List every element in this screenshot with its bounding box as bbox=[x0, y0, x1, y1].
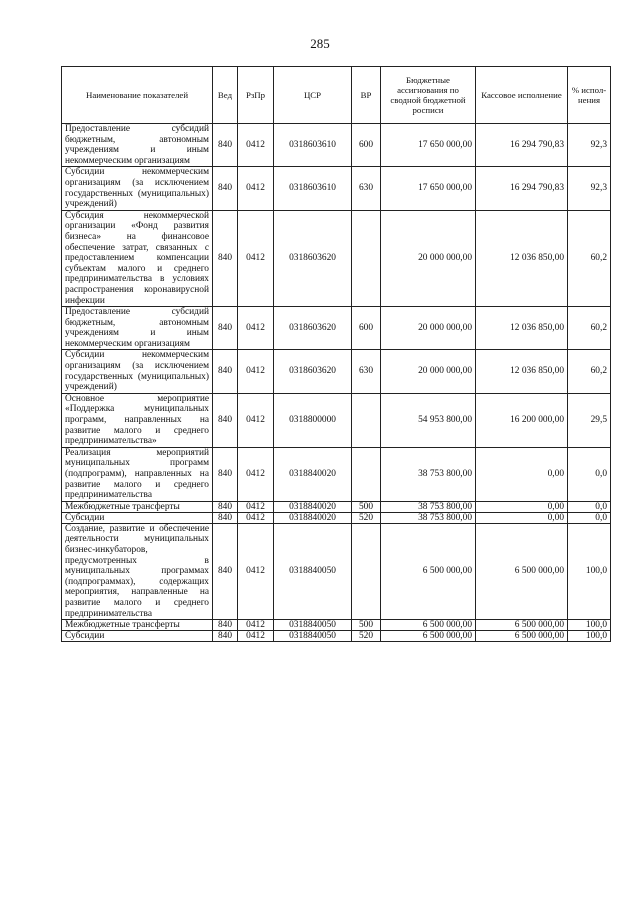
row-name: Субсидии bbox=[62, 631, 213, 642]
row-vr bbox=[352, 393, 381, 447]
row-rzpr: 0412 bbox=[238, 512, 274, 523]
row-cash: 0,00 bbox=[476, 447, 568, 501]
row-cash: 6 500 000,00 bbox=[476, 631, 568, 642]
header-budget: Бюджетные ассигнования по сводной бюджетной росписи bbox=[381, 67, 476, 124]
row-pct: 60,2 bbox=[568, 210, 611, 306]
row-vr: 520 bbox=[352, 631, 381, 642]
table-row bbox=[62, 631, 611, 642]
row-csr: 0318603620 bbox=[274, 350, 352, 393]
row-budget: 17 650 000,00 bbox=[381, 167, 476, 210]
row-rzpr: 0412 bbox=[238, 523, 274, 619]
row-cash: 6 500 000,00 bbox=[476, 620, 568, 631]
row-csr: 0318840020 bbox=[274, 501, 352, 512]
row-budget: 20 000 000,00 bbox=[381, 210, 476, 306]
row-cash: 16 294 790,83 bbox=[476, 124, 568, 167]
row-cash: 6 500 000,00 bbox=[476, 523, 568, 619]
row-pct: 0,0 bbox=[568, 447, 611, 501]
header-csr: ЦСР bbox=[274, 67, 352, 124]
row-cash: 12 036 850,00 bbox=[476, 307, 568, 350]
row-budget: 6 500 000,00 bbox=[381, 620, 476, 631]
row-rzpr: 0412 bbox=[238, 620, 274, 631]
row-rzpr: 0412 bbox=[238, 167, 274, 210]
table-header-row bbox=[62, 67, 611, 124]
page-number: 285 bbox=[310, 36, 330, 51]
row-ved: 840 bbox=[213, 447, 238, 501]
row-pct: 100,0 bbox=[568, 631, 611, 642]
row-budget: 38 753 800,00 bbox=[381, 501, 476, 512]
budget-execution-table bbox=[61, 66, 611, 642]
row-ved: 840 bbox=[213, 631, 238, 642]
row-vr: 500 bbox=[352, 620, 381, 631]
header-cash: Кассовое исполнение bbox=[476, 67, 568, 124]
row-vr bbox=[352, 523, 381, 619]
header-rzpr: РзПр bbox=[238, 67, 274, 124]
row-name: Межбюджетные трансферты bbox=[62, 620, 213, 631]
row-name: Предоставление субсидий бюджетным, автономным учреждениям и иным некоммерческим организациям bbox=[62, 307, 213, 350]
row-budget: 20 000 000,00 bbox=[381, 307, 476, 350]
row-vr: 600 bbox=[352, 124, 381, 167]
header-ved: Вед bbox=[213, 67, 238, 124]
row-csr: 0318840020 bbox=[274, 447, 352, 501]
row-csr: 0318840020 bbox=[274, 512, 352, 523]
table-row bbox=[62, 523, 611, 619]
row-pct: 29,5 bbox=[568, 393, 611, 447]
row-name: Основное мероприятие «Поддержка муниципальных программ, направленных на развитие малого и среднего предпринимательства» bbox=[62, 393, 213, 447]
row-vr bbox=[352, 447, 381, 501]
row-pct: 92,3 bbox=[568, 167, 611, 210]
row-ved: 840 bbox=[213, 501, 238, 512]
row-vr bbox=[352, 210, 381, 306]
table-row bbox=[62, 124, 611, 167]
row-budget: 6 500 000,00 bbox=[381, 631, 476, 642]
row-pct: 100,0 bbox=[568, 620, 611, 631]
row-cash: 16 294 790,83 bbox=[476, 167, 568, 210]
row-name: Межбюджетные трансферты bbox=[62, 501, 213, 512]
row-csr: 0318840050 bbox=[274, 620, 352, 631]
row-csr: 0318840050 bbox=[274, 631, 352, 642]
row-csr: 0318603610 bbox=[274, 124, 352, 167]
row-budget: 20 000 000,00 bbox=[381, 350, 476, 393]
row-budget: 17 650 000,00 bbox=[381, 124, 476, 167]
row-rzpr: 0412 bbox=[238, 124, 274, 167]
row-rzpr: 0412 bbox=[238, 447, 274, 501]
row-name: Субсидии некоммерческим организациям (за исключением государственных (муниципальных) учреждений) bbox=[62, 350, 213, 393]
row-cash: 12 036 850,00 bbox=[476, 350, 568, 393]
row-pct: 60,2 bbox=[568, 307, 611, 350]
table-row bbox=[62, 447, 611, 501]
row-name: Создание, развитие и обеспечение деятельности муниципальных бизнес-инкубаторов, предусмотренных в муниципальных программах (подпрограммах), содержащих мероприятия, направленные на развитие малого и среднего предпринимательства bbox=[62, 523, 213, 619]
row-rzpr: 0412 bbox=[238, 501, 274, 512]
row-budget: 6 500 000,00 bbox=[381, 523, 476, 619]
row-csr: 0318603620 bbox=[274, 307, 352, 350]
row-cash: 16 200 000,00 bbox=[476, 393, 568, 447]
table-row bbox=[62, 350, 611, 393]
row-rzpr: 0412 bbox=[238, 307, 274, 350]
table-row bbox=[62, 501, 611, 512]
row-rzpr: 0412 bbox=[238, 631, 274, 642]
table-row bbox=[62, 167, 611, 210]
row-vr: 630 bbox=[352, 350, 381, 393]
row-budget: 38 753 800,00 bbox=[381, 512, 476, 523]
table-row bbox=[62, 210, 611, 306]
table-row bbox=[62, 512, 611, 523]
row-ved: 840 bbox=[213, 512, 238, 523]
table-row bbox=[62, 307, 611, 350]
row-cash: 12 036 850,00 bbox=[476, 210, 568, 306]
row-vr: 500 bbox=[352, 501, 381, 512]
row-csr: 0318603620 bbox=[274, 210, 352, 306]
header-vr: ВР bbox=[352, 67, 381, 124]
row-vr: 520 bbox=[352, 512, 381, 523]
row-ved: 840 bbox=[213, 620, 238, 631]
row-name: Предоставление субсидий бюджетным, автономным учреждениям и иным некоммерческим организациям bbox=[62, 124, 213, 167]
row-vr: 600 bbox=[352, 307, 381, 350]
row-pct: 0,0 bbox=[568, 512, 611, 523]
row-ved: 840 bbox=[213, 393, 238, 447]
row-vr: 630 bbox=[352, 167, 381, 210]
row-pct: 92,3 bbox=[568, 124, 611, 167]
row-rzpr: 0412 bbox=[238, 350, 274, 393]
row-name: Субсидии некоммерческим организациям (за исключением государственных (муниципальных) учреждений) bbox=[62, 167, 213, 210]
table-row bbox=[62, 620, 611, 631]
row-ved: 840 bbox=[213, 350, 238, 393]
row-name: Субсидия некоммерческой организации «Фонд развития бизнеса» на финансовое обеспечение затрат, связанных с предоставлением компенсации субъектам малого и среднего предпринимательства в условиях распространения коронавирусной инфекции bbox=[62, 210, 213, 306]
header-pct: % испол-нения bbox=[568, 67, 611, 124]
row-name: Субсидии bbox=[62, 512, 213, 523]
row-pct: 0,0 bbox=[568, 501, 611, 512]
row-ved: 840 bbox=[213, 523, 238, 619]
row-cash: 0,00 bbox=[476, 501, 568, 512]
row-csr: 0318603610 bbox=[274, 167, 352, 210]
row-rzpr: 0412 bbox=[238, 210, 274, 306]
row-pct: 100,0 bbox=[568, 523, 611, 619]
row-budget: 54 953 800,00 bbox=[381, 393, 476, 447]
row-name: Реализация мероприятий муниципальных программ (подпрограмм), направленных на развитие малого и среднего предпринимательства bbox=[62, 447, 213, 501]
row-csr: 0318840050 bbox=[274, 523, 352, 619]
row-rzpr: 0412 bbox=[238, 393, 274, 447]
row-pct: 60,2 bbox=[568, 350, 611, 393]
row-ved: 840 bbox=[213, 167, 238, 210]
row-budget: 38 753 800,00 bbox=[381, 447, 476, 501]
row-ved: 840 bbox=[213, 210, 238, 306]
row-cash: 0,00 bbox=[476, 512, 568, 523]
row-csr: 0318800000 bbox=[274, 393, 352, 447]
row-ved: 840 bbox=[213, 124, 238, 167]
table-row bbox=[62, 393, 611, 447]
row-ved: 840 bbox=[213, 307, 238, 350]
header-name: Наименование показателей bbox=[62, 67, 213, 124]
